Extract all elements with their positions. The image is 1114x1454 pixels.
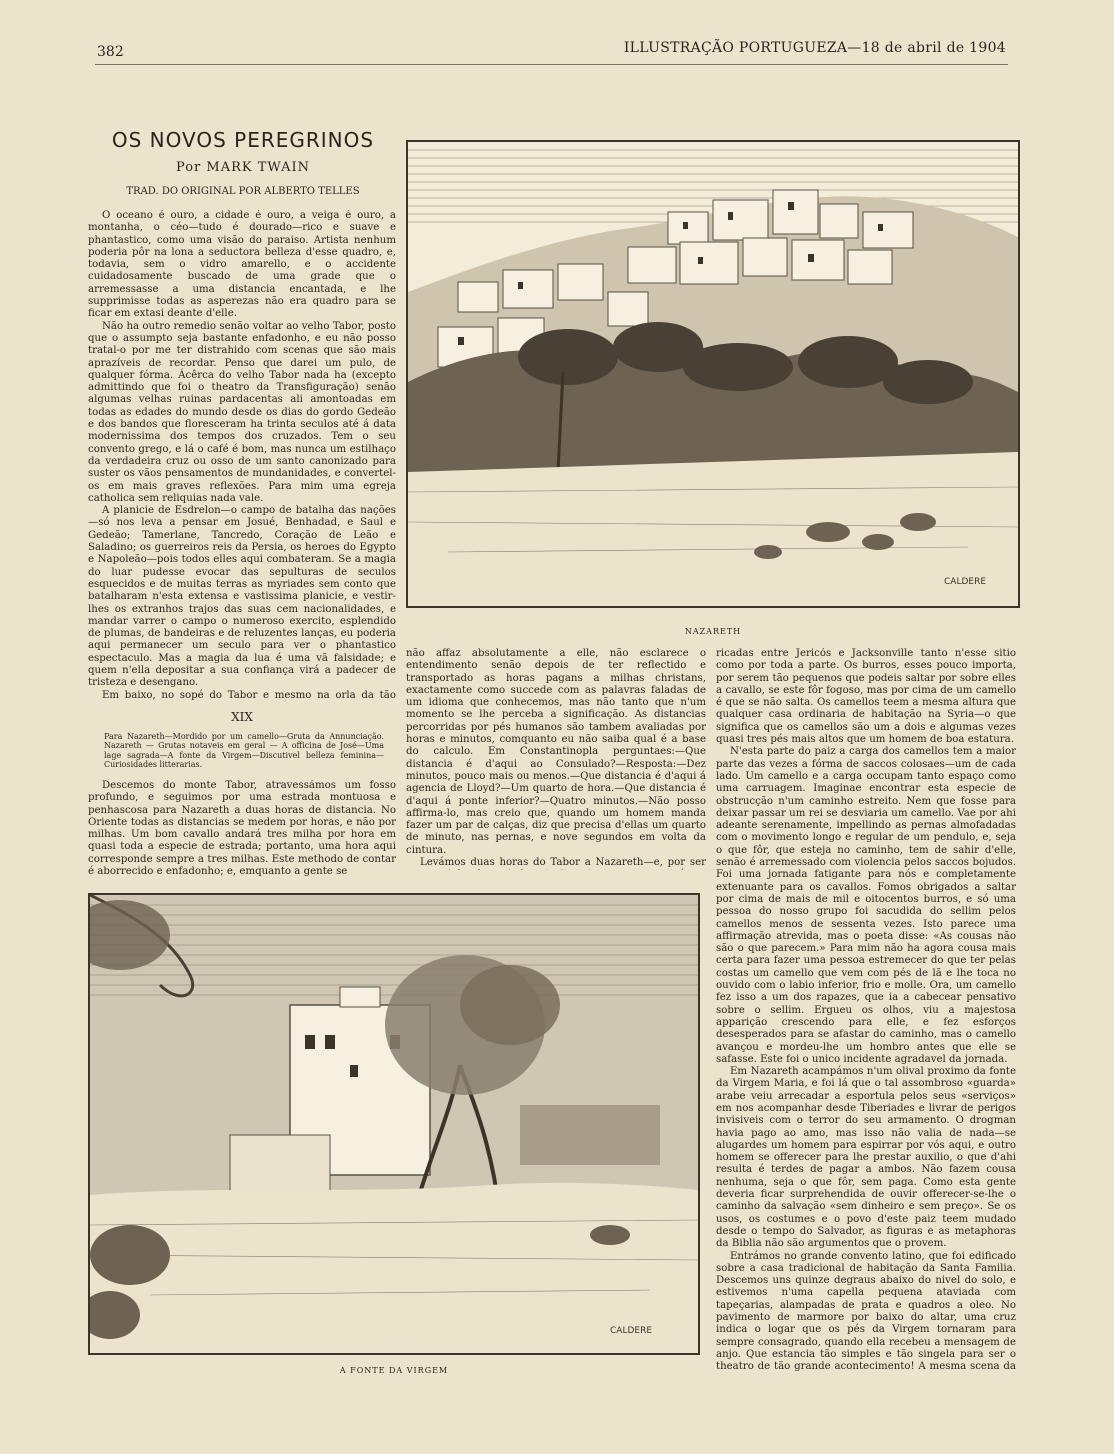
fonte-da-virgem-illustration xyxy=(88,893,700,1355)
page-number: 382 xyxy=(97,44,124,60)
article-byline: Por MARK TWAIN xyxy=(175,160,310,175)
article-title: OS NOVOS PEREGRINOS xyxy=(111,128,375,152)
section-number: XIX xyxy=(231,710,253,724)
paragraph: Não ha outro remedio senão voltar ao velho Tabor, posto que o assumpto seja bastante enfadonho, e eu não posso tratal-o por me ter distrahido com scenas que são mais aprazíveis de recordar. Penso que darei um pulo, de qualquer fórma. Ácêrca do velho Tabor nada ha (excepto admittindo que foi o theatro da Transfiguração) senão algumas velhas ruinas pardacentas ali amontoadas em todas as edades do mundo desde os dias do gordo Gedeão e dos bandos que floresceram ha trinta seculos até á data modernissima dos tempos dos cruzados. Tem o seu convento grego, e lá o café é bom, mas nunca um estilhaço da verdadeira cruz ou osso de um santo canonizado para suster os vãos pensamentos de mundanidades, e convertel-os em mais graves reflexões. Para mim uma egreja catholica sem reliquias nada vale. xyxy=(88,320,396,504)
text-column-left-top xyxy=(88,210,396,700)
illustrator-signature: CALDERE xyxy=(944,577,987,587)
paragraph: A planicie de Esdrelon—o campo de batalha das nações—só nos leva a pensar em Josué, Benhadad, e Saul e Gedeão; Tamerlane, Tancredo, Coração de Leão e Saladino; os guerreiros reis da Persia, os heroes do Egypto e Napoleão—pois todos elles aqui combateram. Se a magia do luar pudesse evocar das sepulturas de seculos esquecidos e de muitas terras as myriades sem conto que batalharam n'esta extensa e vastissima planicie, e vestir-lhes os extranhos trajos das suas cem nacionalidades, e mandar varrer o campo o numeroso exercito, esplendido de plumas, de bandeiras e de reluzentes lanças, eu poderia aqui permanecer um seculo para ver o phantastico espectaculo. Mas a magia da lua é uma vã falsidade; e quem n'ella depositar a sua confiança virá a padecer de tristeza e desengano. xyxy=(88,505,396,689)
paragraph: Em Nazareth acampámos n'um olival proximo da fonte da Virgem Maria, e foi lá que o tal assombroso «guarda» arabe veiu arrecadar a esportula pelos seus «serviços» em nos acompanhar desde Tiberiades e livrar de perigos invisiveis com o terror do seu armamento. O drogman havia pago ao amo, mas isso não valia de nada—se alugardes um homem para espirrar por vós aqui, e outro homem se offerecer para lhe prestar auxilio, o que d'ahi resulta é terdes de pagar a ambos. Não fazem cousa nenhuma, seja o que fôr, sem paga. Como esta gente deveria ficar surprehendida de ouvir offerecer-se-lhe o caminho da salvação «sem dinheiro e sem preço». Se os usos, os costumes e o povo d'este paiz teem mudado desde o tempo do Salvador, as figuras e as metaphoras da Biblia não são argumentos que o provem. xyxy=(716,1066,1016,1250)
paragraph: N'esta parte do paiz a carga dos camellos tem a maior parte das vezes a fórma de saccos colosaes—um de cada lado. Um camello e a carga occupam tanto espaço como uma carruagem. Imaginae encontrar esta especie de obstrucção n'um caminho estreito. Nem que fosse para deixar passar um rei se desviaria um camello. Vae por ahi adeante serenamente, impellindo as pernas almofadadas com o movimento longo e regular de um pendulo, e, seja o que fôr, que esteja no caminho, tem de sahir d'elle, senão é arremessado com violencia pelos saccos bojudos. Foi uma jornada fatigante para nós e completamente extenuante para os cavallos. Fomos obrigados a saltar por cima de mais de mil e oitocentos burros, e só uma pessoa do nosso grupo foi sacudida do sellim pelos camellos menos de sessenta vezes. Isto parece uma affirmação atrevida, mas o poeta disse: «As cousas não são o que parecem.» Para mim não ha agora cousa mais certa para fazer uma pessoa estremecer do que ter pelas costas um camello que vem com pés de lã e lhe toca no ouvido com o labio inferior, frio e molle. Ora, um camello fez isso a um dos rapazes, que ia a cabecear pensativo sobre o sellim. Ergueu os olhos, viu a majestosa apparição crescendo para elle, e fez esforços desesperados para se afastar do caminho, mas o camello avançou e mordeu-lhe um hombro antes que elle se safasse. Este foi o unico incidente agradavel da jornada. xyxy=(716,746,1016,1065)
paragraph: não affaz absolutamente a elle, não esclarece o entendimento senão depois de ter reflectido e transportado as horas pagans a milhas christans, exactamente como succede com as palavras faladas de um idioma que conhecemos, mas não tanto que n'um momento se lhe perceba a significação. As distancias percorridas por pés humanos são tambem avaliadas por horas e minutos, comquanto eu não saiba qual é a base do calculo. Em Constantinopla perguntaes:—Que distancia é d'aqui ao Consulado?—Resposta:—Dez minutos, pouco mais ou menos.—Que distancia é d'aqui á agencia de Lloyd?—Um quarto de hora.—Que distancia é d'aqui á ponte inferior?—Quatro minutos.—Não posso affirma-lo, mas creio que, quando um homem manda fazer um par de calças, diz que precisa d'ellas um quarto de minuto, nas pernas, e nove segundos em volta da cintura. xyxy=(406,648,706,856)
header-rule xyxy=(95,64,1008,65)
paragraph: Levámos duas horas do Tabor a Nazareth—e, por ser xyxy=(420,857,706,869)
figure-caption-fonte: A FONTE DA VIRGEM xyxy=(339,1366,449,1375)
nazareth-illustration xyxy=(406,140,1020,608)
paragraph: O oceano é ouro, a cidade é ouro, a veiga é ouro, a montanha, o céo—tudo é dourado—rico e suave e phantastico, como uma visão do paraiso. Artista nenhum poderia pôr na lona a seductora belleza d'esse quadro, e, todavia, sem o vidro amarello, e o accidente cuidadosamente buscado de uma grade que o arremessasse a uma distancia encantada, e lhe supprimisse todas as asperezas não era quadro para se ficar em extasi deante d'elle. xyxy=(88,210,396,320)
paragraph: ricadas entre Jericós e Jacksonville tanto n'esse sitio como por toda a parte. Os burros, esses pouco importa, por serem tão pequenos que podeis saltar por sobre elles a cavallo, se este fôr fogoso, mas por cima de um camello é que se não salta. Os camellos teem a mesma altura que qualquer casa ordinaria de habitação na Syria—o que significa que os camellos são um a dois e algumas vezes quasi tres pés mais altos que um homem de boa estatura. xyxy=(716,648,1016,746)
article-translator: TRAD. DO ORIGINAL POR ALBERTO TELLES xyxy=(126,186,360,197)
chapter-summary: Para Nazareth—Mordido por um camello—Gruta da Annunciação. Nazareth — Grutas notaveis em geral — A officina de José—Uma lage sagrada—A fonte da Virgem—Discutivel belleza feminina—Curiosidades litterarias. xyxy=(104,732,384,770)
figure-caption-nazareth: NAZARETH xyxy=(684,627,742,636)
running-head: ILLUSTRAÇÃO PORTUGUEZA—18 de abril de 1904 xyxy=(623,40,1006,56)
text-column-middle xyxy=(406,648,706,870)
paragraph: Em baixo, no sopé do Tabor e mesmo na orla da tão xyxy=(102,689,396,700)
text-column-left-bottom xyxy=(88,780,396,880)
fonte-engraving xyxy=(90,895,698,1353)
paragraph: Descemos do monte Tabor, atravessámos um fosso profundo, e seguimos por uma estrada montuosa e penhascosa para Nazareth a duas horas de distancia. No Oriente todas as distancias se medem por horas, e não por milhas. Um bom cavallo andará tres milha por hora em quasi toda a especie de estrada; portanto, uma hora aqui corresponde sempre a tres milhas. Este methodo de contar é aborrecido e enfadonho; e, emquanto a gente se xyxy=(88,780,396,878)
illustrator-signature: CALDERE xyxy=(610,1326,653,1336)
text-column-right xyxy=(716,648,1016,1372)
nazareth-engraving xyxy=(408,142,1018,606)
paragraph: Entrámos no grande convento latino, que foi edificado sobre a casa tradicional de habitação da Santa Familia. Descemos uns quinze degraus abaixo do nivel do solo, e estivemos n'uma capella pequena ataviada com tapeçarias, alampadas de prata e quadros a oleo. No pavimento de marmore por baixo do altar, uma cruz indica o logar que os pés da Virgem tornaram para sempre consagrado, quando ella recebeu a mensagem de anjo. Que estancia tão simples e tão singela para ser o theatro de tão grande acontecimento! A mesma scena da xyxy=(716,1250,1016,1372)
